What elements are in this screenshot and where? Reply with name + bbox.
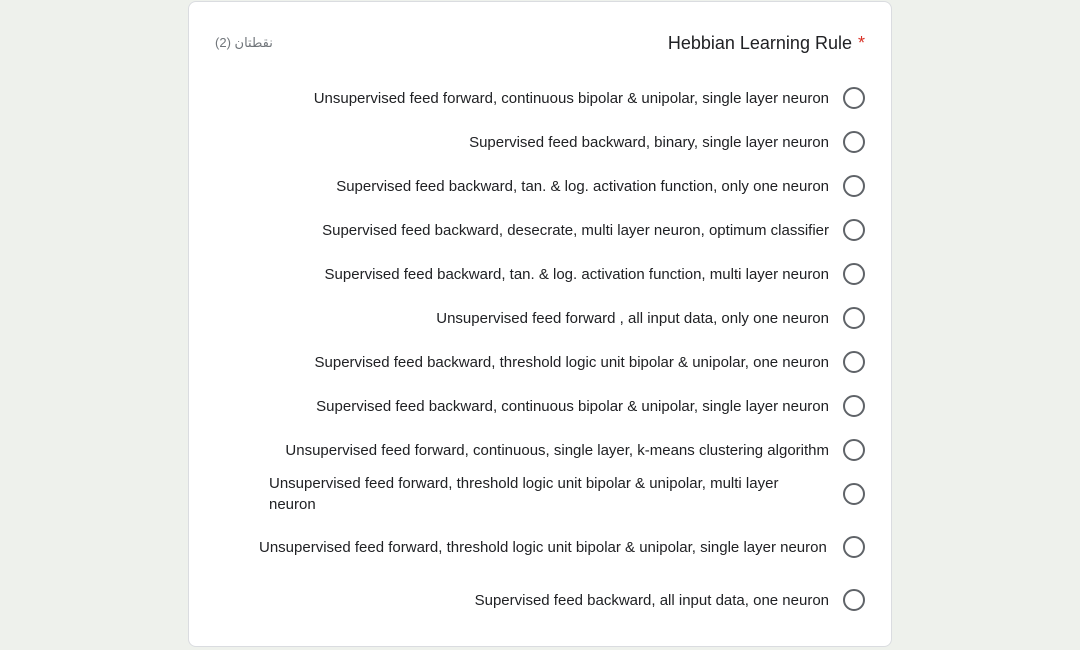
option-1[interactable]: [223, 76, 865, 120]
option-label: Supervised feed backward, threshold logic unit bipolar & unipolar, one neuron: [314, 353, 829, 371]
radio-button-icon[interactable]: [843, 131, 865, 153]
radio-button-icon[interactable]: [843, 395, 865, 417]
radio-button-icon[interactable]: [843, 219, 865, 241]
points-label: نقطتان (2): [215, 35, 273, 50]
option-4[interactable]: [223, 208, 865, 252]
option-5[interactable]: [223, 252, 865, 296]
option-label: Supervised feed backward, all input data, one neuron: [474, 591, 829, 609]
radio-button-icon[interactable]: [843, 351, 865, 373]
option-11[interactable]: [223, 516, 865, 578]
option-label: Supervised feed backward, tan. & log. activation function, multi layer neuron: [324, 265, 829, 283]
option-7[interactable]: [223, 340, 865, 384]
question-header: [215, 30, 865, 56]
radio-button-icon[interactable]: [843, 439, 865, 461]
option-label: Supervised feed backward, desecrate, multi layer neuron, optimum classifier: [322, 221, 829, 239]
option-label: Unsupervised feed forward, threshold logic unit bipolar & unipolar, single layer neuron: [259, 538, 827, 556]
radio-button-icon[interactable]: [843, 307, 865, 329]
option-label: Unsupervised feed forward, threshold logic unit bipolar & unipolar, multi layer neuron: [269, 475, 779, 513]
options-list: [223, 76, 865, 622]
question-title: [668, 33, 865, 54]
option-12[interactable]: [223, 578, 865, 622]
question-title-text: Hebbian Learning Rule: [667, 32, 852, 53]
radio-button-icon[interactable]: [843, 536, 865, 558]
option-label: Unsupervised feed forward, continuous, single layer, k-means clustering algorithm: [285, 441, 829, 459]
option-label: Supervised feed backward, tan. & log. activation function, only one neuron: [336, 177, 829, 195]
option-10[interactable]: [223, 472, 865, 516]
option-label: Unsupervised feed forward, continuous bipolar & unipolar, single layer neuron: [313, 89, 829, 107]
radio-button-icon[interactable]: [843, 263, 865, 285]
radio-button-icon[interactable]: [843, 87, 865, 109]
radio-button-icon[interactable]: [843, 483, 865, 505]
option-2[interactable]: [223, 120, 865, 164]
option-label: Unsupervised feed forward , all input data, only one neuron: [436, 309, 829, 327]
option-3[interactable]: [223, 164, 865, 208]
option-label: Supervised feed backward, binary, single layer neuron: [469, 133, 829, 151]
question-card: [188, 1, 892, 647]
radio-button-icon[interactable]: [843, 175, 865, 197]
option-label: Supervised feed backward, continuous bipolar & unipolar, single layer neuron: [316, 397, 829, 415]
required-asterisk: *: [857, 32, 865, 53]
radio-button-icon[interactable]: [843, 589, 865, 611]
option-6[interactable]: [223, 296, 865, 340]
option-9[interactable]: [223, 428, 865, 472]
option-8[interactable]: [223, 384, 865, 428]
